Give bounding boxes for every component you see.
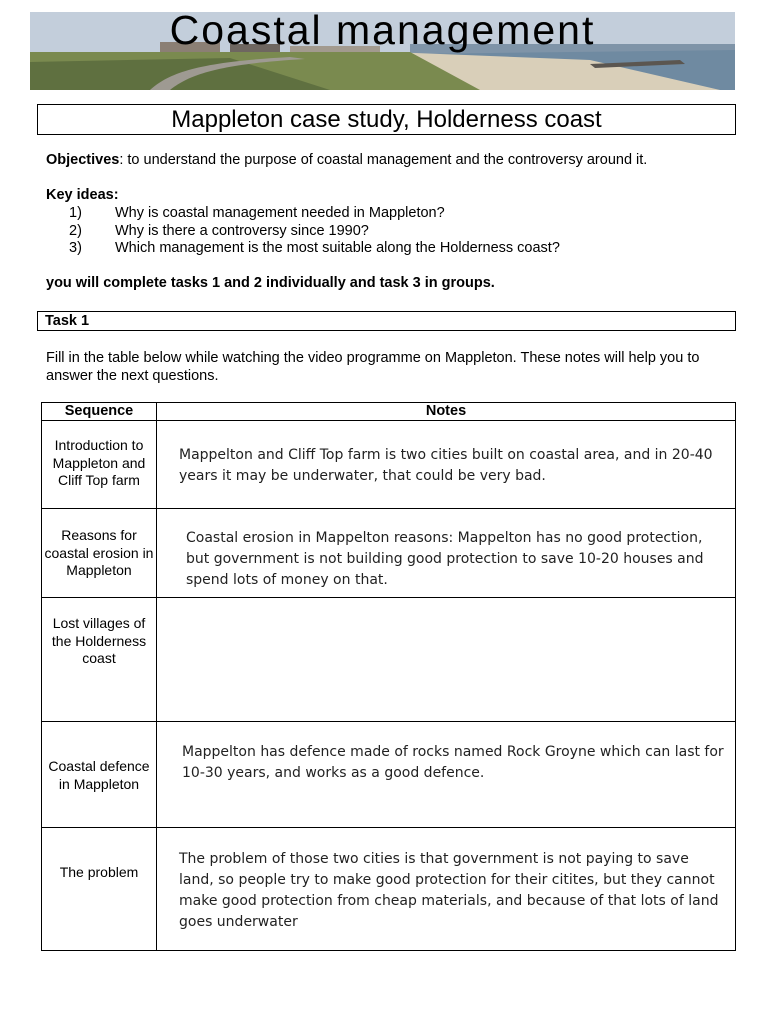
notes-cell[interactable] <box>157 722 736 828</box>
key-ideas-heading: Key ideas: <box>46 187 119 203</box>
notes-text: Coastal erosion in Mappelton reasons: Mappelton has no good protection, but government is not building good protection to save 10-20 houses and spend lots of money on that. <box>186 530 704 588</box>
sequence-cell: Reasons for coastal erosion in Mappleton <box>42 509 157 598</box>
list-item <box>69 240 560 258</box>
notes-table <box>41 402 736 951</box>
list-text: Why is coastal management needed in Mappleton? <box>115 205 445 221</box>
task1-description: Fill in the table below while watching the video programme on Mappleton. These notes will help you to answer the next questions. <box>46 350 700 384</box>
list-item <box>69 205 560 223</box>
notes-text: Mappelton and Cliff Top farm is two cities built on coastal area, and in 20-40 years it may be underwater, that could be very bad. <box>179 447 713 484</box>
list-text: Why is there a controversy since 1990? <box>115 222 369 239</box>
objectives <box>46 152 736 168</box>
list-text: Which management is the most suitable along the Holderness coast? <box>115 240 560 256</box>
list-item <box>69 223 560 241</box>
table-row <box>42 509 736 598</box>
header-banner <box>30 12 735 90</box>
notes-cell[interactable] <box>157 509 736 598</box>
column-header-sequence: Sequence <box>42 403 157 421</box>
sequence-cell: Coastal defence in Mappleton <box>42 722 157 828</box>
list-number: 2) <box>69 222 82 239</box>
sequence-cell: Lost villages of the Holderness coast <box>42 598 157 722</box>
page-title: Mappleton case study, Holderness coast <box>37 104 736 135</box>
notes-cell[interactable] <box>157 828 736 951</box>
task-instructions: you will complete tasks 1 and 2 individually and task 3 in groups. <box>46 275 495 291</box>
notes-cell[interactable] <box>157 421 736 509</box>
sequence-cell: Introduction to Mappleton and Cliff Top farm <box>42 421 157 509</box>
banner-title: Coastal management <box>169 12 596 53</box>
list-number: 1) <box>69 205 82 221</box>
table-row <box>42 421 736 509</box>
table-row <box>42 722 736 828</box>
table-header-row <box>42 403 736 421</box>
objectives-text: : to understand the purpose of coastal management and the controversy around it. <box>119 152 648 168</box>
key-ideas-list <box>69 205 560 258</box>
notes-text: Mappelton has defence made of rocks named Rock Groyne which can last for 10-30 years, and works as a good defence. <box>182 744 724 781</box>
list-number: 3) <box>69 240 82 256</box>
task1-heading: Task 1 <box>37 311 736 331</box>
objectives-label: Objectives <box>46 152 120 168</box>
notes-cell[interactable] <box>157 598 736 722</box>
notes-text: The problem of those two cities is that government is not paying to save land, so people try to make good protection for their citites, but they cannot make good protection from cheap materials, and because of that lots of land goes underwater <box>179 851 719 930</box>
table-row <box>42 828 736 951</box>
table-row <box>42 598 736 722</box>
column-header-notes: Notes <box>157 403 736 421</box>
sequence-cell: The problem <box>42 828 157 951</box>
